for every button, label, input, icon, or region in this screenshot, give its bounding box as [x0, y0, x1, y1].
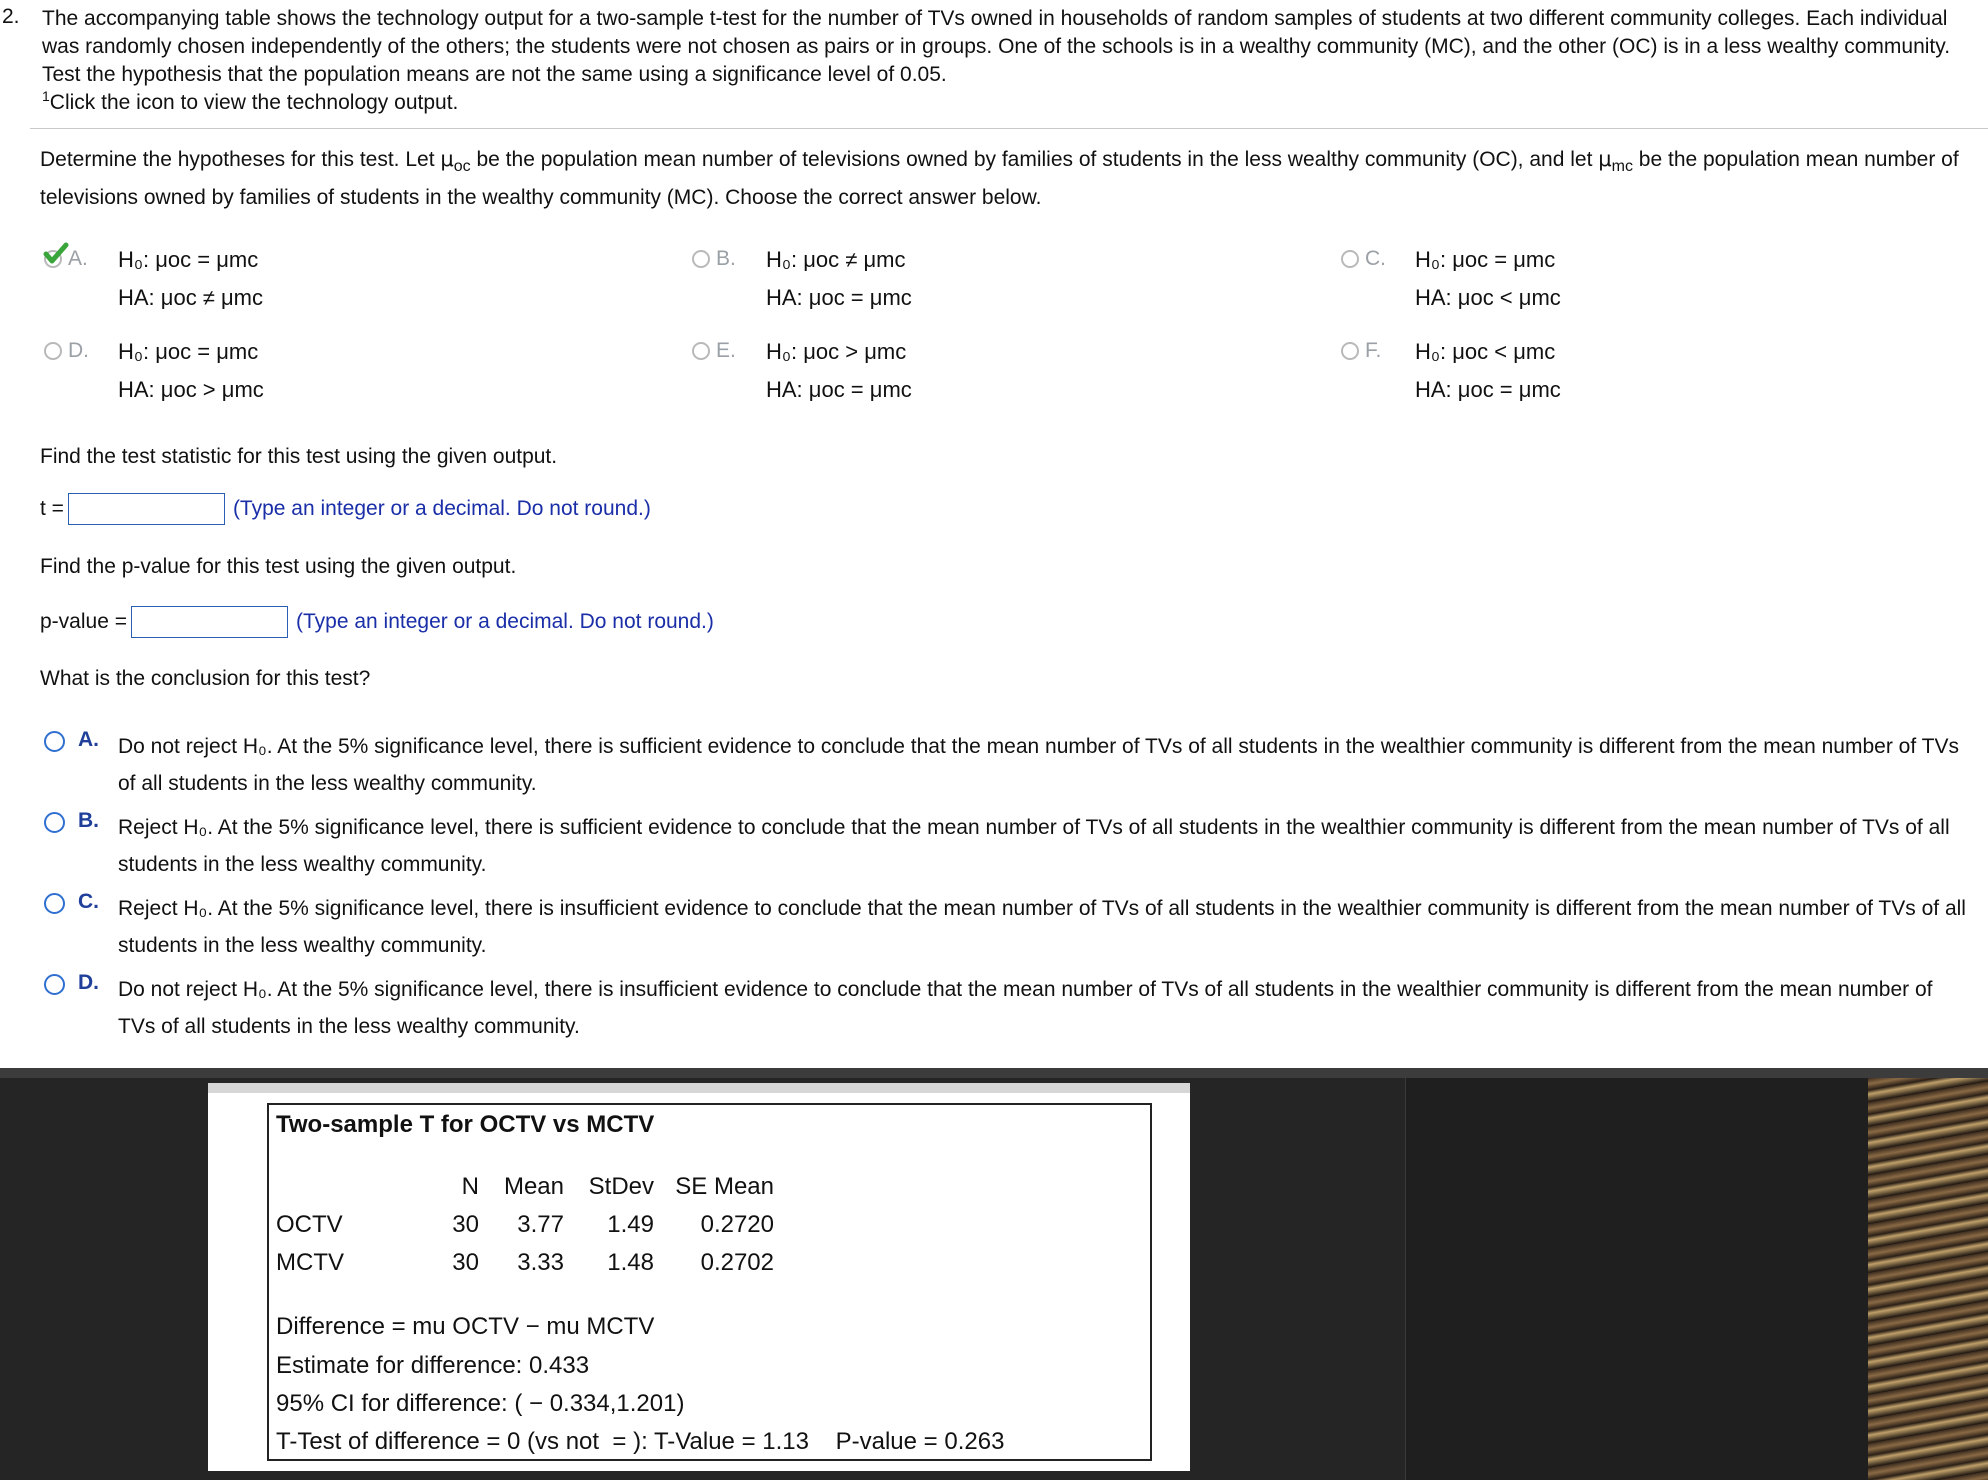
radio-e[interactable]	[692, 342, 710, 360]
radio-b[interactable]	[692, 250, 710, 268]
option-letter: E.	[716, 339, 736, 362]
radio-f[interactable]	[1341, 342, 1359, 360]
pvalue-label: p-value =	[40, 610, 127, 633]
alt-hypothesis: HA: μoc ≠ μmc	[118, 285, 263, 310]
ci-line: 95% CI for difference: ( − 0.334,1.201)	[276, 1390, 685, 1417]
conclusion-radio-c[interactable]	[44, 893, 65, 914]
conclusion-radio-d[interactable]	[44, 974, 65, 995]
conclusion-radio-b[interactable]	[44, 812, 65, 833]
option-text: Do not reject H₀. At the 5% significance level, there is insufficient evidence to conclude that the mean number of TVs of all students in the wealthier community is different from the mean number of TVs of all students in the less wealthy community.	[118, 978, 1933, 1038]
conclusion-question: What is the conclusion for this test?	[40, 667, 371, 690]
row-octv-stdev: 1.49	[607, 1211, 654, 1238]
t-label: t =	[40, 497, 64, 520]
question-number: 2.	[2, 5, 20, 28]
row-octv-mean: 3.77	[517, 1211, 564, 1238]
option-letter: C.	[78, 890, 99, 913]
null-hypothesis: H₀: μoc < μmc	[1415, 339, 1556, 364]
null-hypothesis: H₀: μoc ≠ μmc	[766, 247, 906, 272]
hypotheses-prompt	[40, 140, 1970, 217]
intro-text: The accompanying table shows the technology output for a two-sample t-test for the number of TVs owned in households of random samples of students at two different community colleges. Each individual was randomly chosen independently of the others; the students were not chosen as pairs or in groups. One of the schools is in a wealthy community (MC), and the other (OC) is in a less wealthy community. Test the hypothesis that the population means are not the same using a significance level of 0.05.	[42, 7, 1951, 86]
background-photo	[1868, 1078, 1988, 1480]
mu-oc-symbol: μ	[440, 147, 454, 171]
null-hypothesis: H₀: μoc > μmc	[766, 339, 907, 364]
mu-mc-symbol: μ	[1598, 147, 1612, 171]
ttest-line: T-Test of difference = 0 (vs not = ): T-Value = 1.13 P-value = 0.263	[276, 1428, 1005, 1455]
option-text: Reject H₀. At the 5% significance level, there is sufficient evidence to conclude that the mean number of TVs of all students in the wealthier community is different from the mean number of TVs of all students in the less wealthy community.	[118, 816, 1950, 876]
test-statistic-question: Find the test statistic for this test using the given output.	[40, 445, 558, 468]
t-value-input[interactable]	[68, 493, 225, 525]
alt-hypothesis: HA: μoc > μmc	[118, 377, 264, 402]
header-n: N	[461, 1173, 479, 1200]
option-letter: A.	[68, 247, 88, 270]
row-mctv-se: 0.2702	[700, 1249, 774, 1276]
prompt-text-1: Determine the hypotheses for this test. Let	[40, 148, 441, 171]
option-text: Reject H₀. At the 5% significance level, there is insufficient evidence to conclude that the mean number of TVs of all students in the wealthier community is different from the mean number of TVs of all students in the less wealthy community.	[118, 897, 1966, 957]
alt-hypothesis: HA: μoc = μmc	[1415, 377, 1561, 402]
row-mctv-n: 30	[452, 1249, 479, 1276]
t-hint: (Type an integer or a decimal. Do not round.)	[232, 497, 651, 520]
mu-oc-subscript: oc	[453, 158, 471, 175]
option-letter: F.	[1365, 339, 1382, 362]
output-title: Two-sample T for OCTV vs MCTV	[276, 1111, 655, 1138]
test-statistic-row	[40, 493, 651, 525]
row-octv-n: 30	[452, 1211, 479, 1238]
checkmark-icon	[40, 239, 70, 269]
null-hypothesis: H₀: μoc = μmc	[1415, 247, 1556, 272]
alt-hypothesis: HA: μoc = μmc	[766, 377, 912, 402]
option-letter: B.	[78, 809, 99, 832]
pvalue-hint: (Type an integer or a decimal. Do not round.)	[295, 610, 714, 633]
option-letter: A.	[78, 728, 99, 751]
null-hypothesis: H₀: μoc = μmc	[118, 339, 259, 364]
option-text: Do not reject H₀. At the 5% significance level, there is sufficient evidence to conclude that the mean number of TVs of all students in the wealthier community is different from the mean number of TVs of all students in the less wealthy community.	[118, 735, 1959, 795]
mu-mc-subscript: mc	[1611, 158, 1633, 175]
pvalue-row	[40, 606, 714, 638]
row-mctv-mean: 3.33	[517, 1249, 564, 1276]
pvalue-input[interactable]	[131, 606, 288, 638]
popup-side-panel	[1405, 1078, 1869, 1480]
option-letter: D.	[68, 339, 89, 362]
difference-line: Difference = mu OCTV − mu MCTV	[276, 1313, 655, 1340]
option-letter: D.	[78, 971, 99, 994]
footnote-mark: 1	[42, 88, 50, 104]
alt-hypothesis: HA: μoc = μmc	[766, 285, 912, 310]
row-octv-name: OCTV	[276, 1211, 343, 1238]
radio-d[interactable]	[44, 342, 62, 360]
header-se-mean: SE Mean	[675, 1173, 774, 1200]
row-mctv-stdev: 1.48	[607, 1249, 654, 1276]
prompt-text-3: be the population mean number of televisions owned by families of students in the wealthy community (MC). Choose the correct answer below.	[40, 148, 1959, 209]
option-letter: B.	[716, 247, 736, 270]
null-hypothesis: H₀: μoc = μmc	[118, 247, 259, 272]
prompt-text-2: be the population mean number of televisions owned by families of students in the less wealthy community (OC), and let	[470, 148, 1599, 171]
row-octv-se: 0.2720	[700, 1211, 774, 1238]
pvalue-question: Find the p-value for this test using the given output.	[40, 555, 517, 578]
header-mean: Mean	[503, 1173, 564, 1200]
header-stdev: StDev	[588, 1173, 654, 1200]
conclusion-radio-a[interactable]	[44, 731, 65, 752]
question-intro	[42, 5, 1977, 117]
divider	[30, 128, 1988, 129]
alt-hypothesis: HA: μoc < μmc	[1415, 285, 1561, 310]
technology-output-table	[267, 1103, 1152, 1461]
option-letter: C.	[1365, 247, 1386, 270]
radio-c[interactable]	[1341, 250, 1359, 268]
estimate-line: Estimate for difference: 0.433	[276, 1352, 590, 1379]
technology-output-link[interactable]: Click the icon to view the technology output.	[49, 91, 459, 114]
row-mctv-name: MCTV	[276, 1249, 344, 1276]
